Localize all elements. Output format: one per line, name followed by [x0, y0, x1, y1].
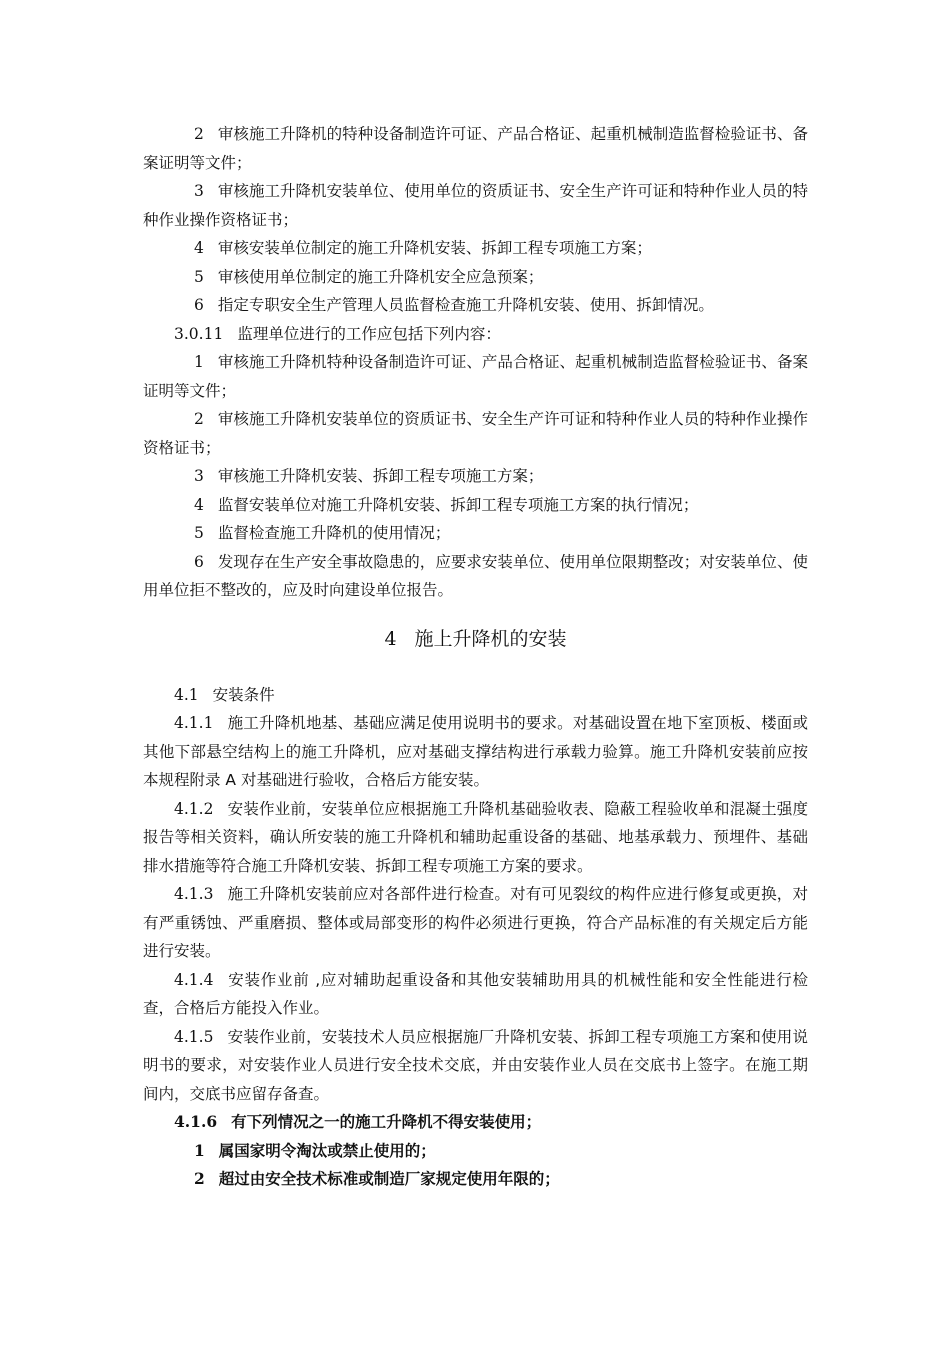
paragraph: 3 审核施工升降机安装单位、使用单位的资质证书、安全生产许可证和特种作业人员的特种作业操作资格证书；	[143, 182, 808, 229]
paragraph: 1 审核施工升降机特种设备制造许可证、产品合格证、起重机械制造监督检验证书、备案证明等文件；	[143, 353, 808, 400]
paragraph: 4.1.3 施工升降机安装前应对各部件进行检查。对有可见裂纹的构件应进行修复或更换，对有严重锈蚀、严重磨损、整体或局部变形的构件必须进行更换，符合产品标准的有关规定后方能进行安装。	[143, 885, 808, 960]
paragraph-bold: 1 属国家明令淘汰或禁止使用的；	[194, 1140, 436, 1160]
paragraph: 6 发现存在生产安全事故隐患的，应要求安装单位、使用单位限期整改；对安装单位、使用单位拒不整改的，应及时向建设单位报告。	[143, 552, 808, 599]
clause-heading-bold: 4.1.6 有下列情况之一的施工升降机不得安装使用；	[174, 1112, 542, 1131]
paragraph: 4.1.4 安装作业前 ,应对辅助起重设备和其他安装辅助用具的机械性能和安全性能进行检查，合格后方能投入作业。	[143, 970, 808, 1017]
chapter-title: 施上升降机的安装	[414, 627, 567, 650]
chapter-heading	[143, 625, 808, 653]
paragraph: 4 监督安装单位对施工升降机安装、拆卸工程专项施工方案的执行情况；	[194, 495, 699, 514]
paragraph: 5 审核使用单位制定的施工升降机安全应急预案；	[194, 267, 544, 286]
paragraph: 6 指定专职安全生产管理人员监督检查施工升降机安装、使用、拆卸情况。	[194, 296, 714, 314]
paragraph: 4.1.2 安装作业前，安装单位应根据施工升降机基础验收表、隐蔽工程验收单和混凝土强度报告等相关资料，确认所安装的施工升降机和辅助起重设备的基础、地基承载力、预埋件、基础排水措施等符合施工升降机安装、拆卸工程专项施工方案的要求。	[143, 799, 808, 875]
section-heading: 4.1 安装条件	[174, 685, 275, 704]
paragraph: 4.1.1 施工升降机地基、基础应满足使用说明书的要求。对基础设置在地下室顶板、楼面或其他下部悬空结构上的施工升降机，应对基础支撑结构进行承载力验算。施工升降机安装前应按本规程附录 A 对基础进行验收，合格后方能安装。	[143, 714, 808, 789]
paragraph: 5 监督检查施工升降机的使用情况；	[194, 524, 451, 542]
paragraph: 2 审核施工升降机的特种设备制造许可证、产品合格证、起重机械制造监督检验证书、备案证明等文件；	[143, 125, 808, 172]
paragraph: 3 审核施工升降机安装、拆卸工程专项施工方案；	[194, 467, 544, 485]
chapter-number: 4	[384, 627, 397, 650]
text-column	[143, 120, 808, 1194]
clause-heading: 3.0.11 监理单位进行的工作应包括下列内容：	[174, 324, 501, 343]
paragraph: 2 审核施工升降机安装单位的资质证书、安全生产许可证和特种作业人员的特种作业操作资格证书；	[143, 410, 808, 457]
paragraph-bold: 2 超过由安全技术标准或制造厂家规定使用年限的；	[194, 1169, 560, 1188]
paragraph: 4.1.5 安装作业前，安装技术人员应根据施厂升降机安装、拆卸工程专项施工方案和使用说明书的要求，对安装作业人员进行安全技术交底，并由安装作业人员在交底书上签字。在施工期间内，交底书应留存备查。	[143, 1027, 808, 1103]
paragraph: 4 审核安装单位制定的施工升降机安装、拆卸工程专项施工方案；	[194, 239, 652, 257]
